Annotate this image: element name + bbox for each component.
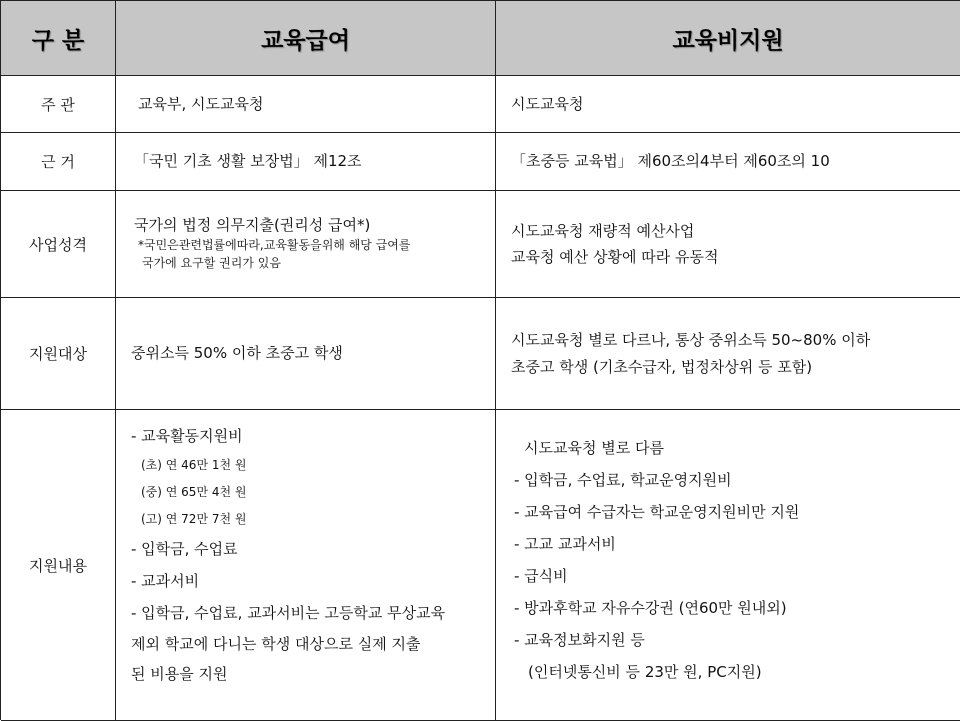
list-item: - 방과후학교 자유수강권 (연60만 원내외) [514,599,787,617]
list-item: - 입학금, 수업료 [131,540,238,558]
host-benefit-text: 교육부, 시도교육청 [138,94,264,113]
nature-benefit-note: *국민은관련법률에따라,교육활동을위해 해당 급여를 [138,237,411,252]
row-label-host: 주 관 [1,76,116,133]
header-education-benefit: 교육급여 [116,1,496,76]
target-support-cell [496,298,960,410]
header-education-cost-support: 교육비지원 [496,1,960,76]
list-item-continuation: 제외 학교에 다니는 학생 대상으로 실제 지출 [131,635,421,653]
row-label-basis: 근 거 [1,133,116,191]
basis-support-cell [496,133,960,191]
host-support-text: 시도교육청 [511,94,584,113]
target-benefit-text: 중위소득 50% 이하 초중고 학생 [131,344,343,363]
nature-benefit-line: 국가의 법정 의무지출(권리성 급여*) [134,216,371,235]
host-benefit-cell [116,76,496,133]
target-support-line: 시도교육청 별로 다르나, 통상 중위소득 50~80% 이하 [511,331,871,350]
list-item: - 입학금, 수업료, 학교운영지원비 [514,471,732,489]
list-item-continuation: 된 비용을 지원 [131,665,228,683]
target-benefit-cell [116,298,496,410]
content-support-cell [496,410,960,721]
list-item-continuation: (인터넷통신비 등 23만 원, PC지원) [528,663,762,681]
content-benefit-cell [116,410,496,721]
nature-support-line: 교육청 예산 상황에 따라 유동적 [511,248,719,266]
list-subitem: (초) 연 46만 1천 원 [141,458,247,472]
list-item: - 고교 교과서비 [514,535,616,553]
nature-benefit-note: 국가에 요구할 권리가 있음 [142,256,281,271]
list-item: - 교육급여 수급자는 학교운영지원비만 지원 [514,503,800,521]
list-item: - 입학금, 수업료, 교과서비는 고등학교 무상교육 [131,604,446,622]
nature-benefit-cell [116,191,496,298]
list-subitem: (고) 연 72만 7천 원 [141,512,247,526]
list-item: 시도교육청 별로 다름 [524,439,664,457]
target-support-line: 초중고 학생 (기초수급자, 법정차상위 등 포함) [511,357,813,376]
basis-benefit-cell [116,133,496,191]
nature-support-line: 시도교육청 재량적 예산사업 [511,221,695,240]
list-item: - 교육정보화지원 등 [514,631,645,649]
list-item: - 교육활동지원비 [131,427,243,445]
basis-support-text: 「초중등 교육법」 제60조의4부터 제60조의 10 [511,152,830,171]
row-label-nature: 사업성격 [1,191,116,298]
header-category: 구 분 [1,1,116,76]
row-label-content: 지원내용 [1,410,116,721]
list-item: - 교과서비 [131,572,200,590]
basis-benefit-text: 「국민 기초 생활 보장법」 제12조 [134,152,362,171]
nature-support-cell [496,191,960,298]
row-label-target: 지원대상 [1,298,116,410]
host-support-cell [496,76,960,133]
list-item: - 급식비 [514,567,568,585]
list-subitem: (중) 연 65만 4천 원 [141,485,247,499]
